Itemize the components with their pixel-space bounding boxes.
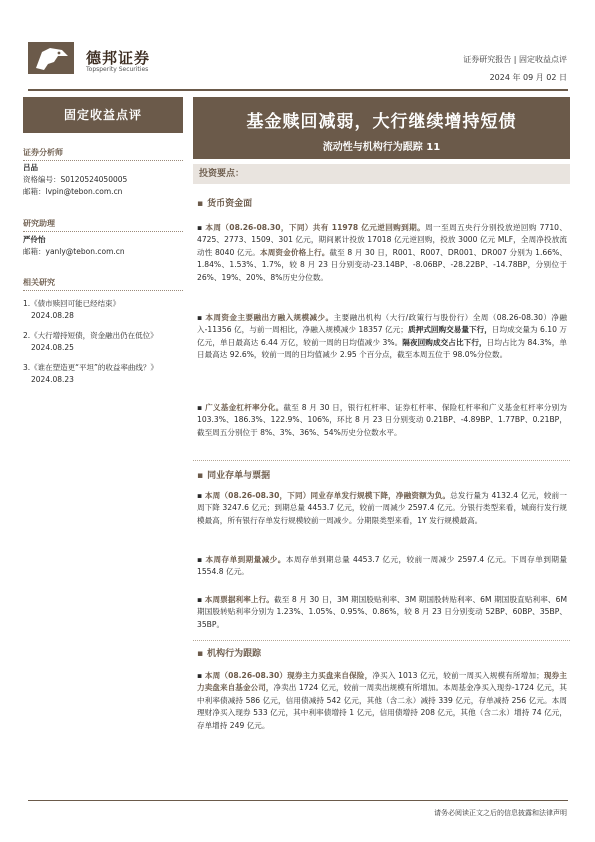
paragraph-repo: ▪ 本周资金主要融出方融入规模减少。主要融出机构（大行/政策行与股份行）全周（08.26-08.30）净融入-11356 亿，与前一周相比，净融入规模减少 18357 亿元；质押式回购交易量下行，日均成交量为 6.10 万亿元，单日最高达 6.44 万亿，较前一周的日均值减少 3%。隔夜回购成交占比下行，日均占比为 84.3%，单日最高达 92.6%，较前一周的日均值减少 2.95 个百分点，截至本周五位于 98.0%分位数。 <box>197 313 568 360</box>
paragraph-leverage: ▪ 广义基金杠杆率分化。截至 8 月 30 日，银行杠杆率、证券杠杆率、保险杠杆率和广义基金杠杆率分别为 103.3%、186.3%、122.9%、106%，环比 8 月 23 日分别变动 0.21BP、-4.89BP、1.77BP、0.21BP，截至周五分别位于 8%、3%、36%、54%历史分位数水平。 <box>197 403 568 437</box>
lead-text: 本周（08.26-08.30，下同）共有 11978 亿元逆回购到期。 <box>205 223 426 232</box>
key-points-label: 投资要点： <box>193 164 570 184</box>
lead-text: 本周存单到期量减少。 <box>205 555 286 564</box>
section-divider <box>193 640 570 641</box>
related-item[interactable] <box>23 330 183 354</box>
paragraph-ncd-maturity: ▪ 本周存单到期量减少。本周存单到期总量 4453.7 亿元，较前一周减少 2597.4 亿元。下周存单到期量 1554.8 亿元。 <box>197 555 568 577</box>
lead-text: 本周资金价格上行。 <box>259 247 330 257</box>
section-divider <box>193 460 570 461</box>
related-title[interactable]: 1.《债市赎回可能已经结束》 <box>23 299 121 308</box>
disclaimer-note: 请务必阅读正文之后的信息披露和法律声明 <box>434 809 567 817</box>
lead-text: 本周（08.26-08.30）现券主力买盘来自保险， <box>204 671 373 680</box>
related-date: 2024.08.23 <box>31 375 74 384</box>
analyst-name: 吕品 <box>23 163 38 172</box>
lead-text: 本周票据利率上行。 <box>204 595 274 604</box>
lead-text: 现券主力卖盘来自基金公司， <box>197 671 567 693</box>
related-title[interactable]: 3.《谁在塑造更“平坦”的收益率曲线？》 <box>23 363 158 372</box>
footer-divider <box>28 800 568 801</box>
paragraph-ncd-issuance: ▪ 本周（08.26-08.30，下同）同业存单发行规模下降，净融资额为负。总发行量为 4132.4 亿元，较前一周下降 3247.6 亿元；到期总量 4453.7 亿元，较前一周减少 2597.4 亿元。分银行类型来看，城商行发行规模最高，所有银行存单发行规模较前一周减少。分期限类型来看，1Y 发行规模最高。 <box>197 491 567 525</box>
paragraph-bill-rate: ▪ 本周票据利率上行。截至 8 月 30 日，3M 期国股贴利率、3M 期国股转贴利率、6M 期国股直贴利率、6M 期国股转贴利率分别为 1.23%、1.05%、0.95%、0.86%，较 8 月 23 日分别变动 52BP、60BP、35BP、35BP。 <box>197 595 568 629</box>
related-heading: 相关研究 <box>23 277 183 291</box>
assistant-heading: 研究助理 <box>23 218 183 232</box>
assistant-name: 严伶怡 <box>23 235 46 244</box>
title-banner <box>193 97 570 159</box>
analyst-heading: 证券分析师 <box>23 147 183 161</box>
brand-name: 德邦证券 <box>86 49 151 67</box>
assistant-info <box>23 234 183 258</box>
doc-type: 证券研究报告 | 固定收益点评 <box>463 55 567 64</box>
report-title: 基金赎回减弱，大行继续增持短债 <box>246 112 517 132</box>
analyst-info <box>23 162 183 198</box>
paragraph-liquidity: ▪ 本周（08.26-08.30，下同）共有 11978 亿元逆回购到期。周一至周五央行分别投放逆回购 7710、4725、2773、1509、301 亿元，期间累计投放 17018 亿元逆回购，投放 3000 亿元 MLF，全周净投放流动性 8040 亿元。本周资金价格上行。截至 8 月 30 日，R001、R007、DR001、DR007 分别为 1.66%、1.84%、1.53%、1.7%，较 8 月 23 日分别变动-23.14BP、-8.06BP、-28.22BP、-14.78BP，分别位于 26%、19%、20%、8%历史分位数。 <box>197 223 568 282</box>
related-item[interactable] <box>23 362 183 386</box>
report-date: 2024 年 09 月 02 日 <box>489 73 567 82</box>
section-heading-institution: ▪ 机构行为跟踪 <box>197 646 261 659</box>
lead-text: 本周资金主要融出方融入规模减少。 <box>205 313 334 322</box>
analyst-cert: 资格编号：S0120524050005 <box>23 175 128 184</box>
related-date: 2024.08.28 <box>31 311 74 320</box>
tebon-logo-icon <box>28 42 74 74</box>
related-item[interactable] <box>23 298 183 322</box>
related-date: 2024.08.25 <box>31 343 74 352</box>
lead-text: 本周（08.26-08.30，下同）同业存单发行规模下降，净融资额为负。 <box>204 491 451 500</box>
category-badge: 固定收益点评 <box>23 97 183 133</box>
paragraph-institution: ▪ 本周（08.26-08.30）现券主力买盘来自保险，净买入 1013 亿元，较前一周买入规模有所增加；现券主力卖盘来自基金公司，净卖出 1724 亿元，较前一周卖出规模有所增加。本周基金净买入现券-1724 亿元，其中利率债减持 586 亿元，信用债减持 542 亿元，其他（含二永）减持 339 亿元，存单减持 256 亿元。本周理财净买入现券 533 亿元，其中利率债增持 1 亿元，信用债增持 208 亿元，其他（含二永）增持 74 亿元，存单增持 249 亿元。 <box>197 671 568 730</box>
section-heading-money: ▪ 货币资金面 <box>197 196 252 209</box>
lead-text: 广义基金杠杆率分化。 <box>205 403 284 412</box>
assistant-email[interactable]: 邮箱：yanly@tebon.com.cn <box>23 247 125 256</box>
header-divider <box>28 89 568 91</box>
related-title[interactable]: 2.《大行增持短债，资金融出仍在低位》 <box>23 331 158 340</box>
brand-name-en: Topsperity Securities <box>86 66 149 73</box>
section-heading-ncd: ▪ 同业存单与票据 <box>197 468 270 481</box>
analyst-email[interactable]: 邮箱：lvpin@tebon.com.cn <box>23 187 123 196</box>
report-subtitle: 流动性与机构行为跟踪 11 <box>322 142 441 153</box>
